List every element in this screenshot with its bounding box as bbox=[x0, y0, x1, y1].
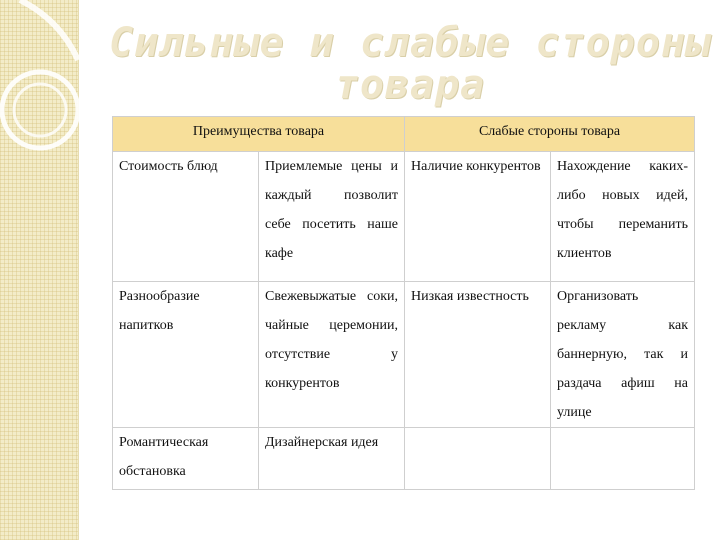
table-header-row bbox=[113, 117, 695, 152]
table-cell: Наличие конкурентов bbox=[405, 152, 551, 282]
table-row bbox=[113, 282, 695, 428]
table-cell: Свежевыжатые соки, чайные церемонии, отсутствие у конкурентов bbox=[259, 282, 405, 428]
header-strengths-label: Преимущества товара bbox=[192, 124, 325, 139]
swot-table bbox=[112, 116, 695, 490]
table-cell: Стоимость блюд bbox=[113, 152, 259, 282]
table-row bbox=[113, 428, 695, 490]
header-weaknesses-label: Слабые стороны товара bbox=[478, 124, 621, 139]
table-cell bbox=[405, 428, 551, 490]
table-row bbox=[113, 152, 695, 282]
table-cell: Разнообразие напитков bbox=[113, 282, 259, 428]
page-title: Сильные и слабые стороны товара bbox=[109, 20, 711, 108]
table-cell: Организовать рекламу как баннерную, так и раздача афиш на улице bbox=[551, 282, 695, 428]
header-weaknesses bbox=[405, 117, 695, 152]
table-cell: Нахождение каких-либо новых идей, чтобы переманить клиентов bbox=[551, 152, 695, 282]
table-cell: Приемлемые цены и каждый позволит себе посетить наше кафе bbox=[259, 152, 405, 282]
table-cell: Низкая известность bbox=[405, 282, 551, 428]
decorative-circles-graphic bbox=[0, 0, 110, 200]
table-cell: Дизайнерская идея bbox=[259, 428, 405, 490]
table-cell: Романтическая обстановка bbox=[113, 428, 259, 490]
table-cell bbox=[551, 428, 695, 490]
header-strengths bbox=[113, 117, 405, 152]
